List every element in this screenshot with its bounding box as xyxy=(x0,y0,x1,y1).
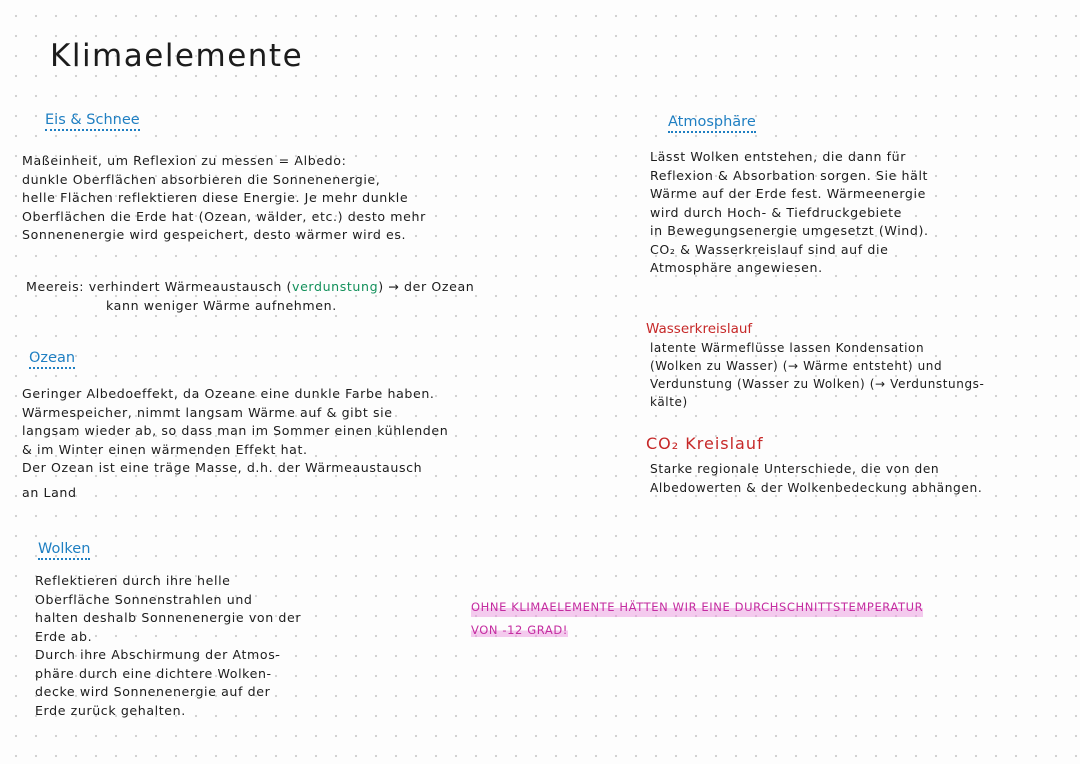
text-line: Wärmespeicher, nimmt langsam Wärme auf & gibt sie xyxy=(22,404,393,420)
text-line: an Land xyxy=(22,484,77,500)
text-line: kann weniger Wärme aufnehmen. xyxy=(106,297,337,313)
text-line: Reflektieren durch ihre helle xyxy=(35,573,231,588)
text-line: Verdunstung (Wasser zu Wolken) (→ Verdunstungs- xyxy=(650,377,985,391)
text-line: wird durch Hoch- & Tiefdruckgebiete xyxy=(650,204,903,220)
text-line: Reflexion & Absorbation sorgen. Sie hält xyxy=(650,167,929,183)
text-line: Geringer Albedoeffekt, da Ozeane eine dunkle Farbe haben. xyxy=(22,386,435,401)
ozean-heading: Ozean xyxy=(29,350,75,369)
atmosphaere-heading: Atmosphäre xyxy=(668,114,756,133)
text-line: in Bewegungsenergie umgesetzt (Wind). xyxy=(650,223,929,238)
section-co2-kreislauf xyxy=(646,434,764,454)
section-eis-schnee xyxy=(45,109,140,131)
wasserkreislauf-heading: Wasserkreislauf xyxy=(646,321,753,337)
meereis-text xyxy=(26,278,474,315)
text-line: Oberfläche Sonnenstrahlen und xyxy=(35,591,253,607)
text-line: Atmosphäre angewiesen. xyxy=(650,260,823,275)
highlight-note xyxy=(471,598,923,640)
meereis-prefix: Meereis: verhindert Wärmeaustausch ( xyxy=(26,279,293,294)
text-line: latente Wärmeflüsse lassen Kondensation xyxy=(650,341,925,355)
page-title: Klimaelemente xyxy=(50,38,304,74)
text-line: phäre durch eine dichtere Wolken- xyxy=(35,665,272,681)
text-line: Maßeinheit, um Reflexion zu messen = Albedo: xyxy=(22,153,347,168)
text-line: kälte) xyxy=(650,395,688,409)
text-line: Erde zurück gehalten. xyxy=(35,702,186,718)
section-ozean xyxy=(29,347,75,369)
note-line: OHNE KLIMAELEMENTE HÄTTEN WIR EINE DURCHSCHNITTSTEMPERATUR xyxy=(471,598,923,617)
co2-kreislauf-heading: CO₂ Kreislauf xyxy=(646,434,764,453)
section-atmosphaere xyxy=(668,111,756,133)
atmosphaere-text xyxy=(650,148,929,278)
text-line: Wärme auf der Erde fest. Wärmeenergie xyxy=(650,186,926,201)
text-line: decke wird Sonnenenergie auf der xyxy=(35,684,271,699)
text-line: (Wolken zu Wasser) (→ Wärme entsteht) und xyxy=(650,359,943,373)
text-line: Oberflächen die Erde hat (Ozean, wälder, etc.) desto mehr xyxy=(22,208,426,224)
wolken-heading: Wolken xyxy=(38,541,90,560)
verdunstung-highlight: verdunstung xyxy=(292,279,379,294)
text-line: CO₂ & Wasserkreislauf sind auf die xyxy=(650,241,889,257)
text-line: dunkle Oberflächen absorbieren die Sonnenenergie, xyxy=(22,171,381,187)
wolken-text xyxy=(35,572,301,720)
section-wasserkreislauf xyxy=(646,318,752,338)
text-line: Albedowerten & der Wolkenbedeckung abhängen. xyxy=(650,480,983,495)
eis-schnee-text xyxy=(22,152,426,245)
meereis-line xyxy=(26,278,474,297)
eis-schnee-heading: Eis & Schnee xyxy=(45,112,140,131)
text-line: Sonnenenergie wird gespeichert, desto wärmer wird es. xyxy=(22,227,407,242)
meereis-suffix: ) → der Ozean xyxy=(378,279,475,294)
text-line: Durch ihre Abschirmung der Atmos- xyxy=(35,647,281,662)
text-line: Erde ab. xyxy=(35,628,93,644)
note-line: VON -12 GRAD! xyxy=(471,623,568,637)
text-line: helle Flächen reflektieren diese Energie. Je mehr dunkle xyxy=(22,190,409,205)
text-line: Lässt Wolken entstehen, die dann für xyxy=(650,149,907,164)
section-wolken xyxy=(38,538,90,560)
text-line: Starke regionale Unterschiede, die von den xyxy=(650,462,940,476)
text-line: Der Ozean ist eine träge Masse, d.h. der Wärmeaustausch xyxy=(22,460,423,475)
text-line: & im Winter einen wärmenden Effekt hat. xyxy=(22,441,308,457)
co2-text xyxy=(650,460,982,497)
text-line: halten deshalb Sonnenenergie von der xyxy=(35,610,302,625)
ozean-text xyxy=(22,385,448,502)
wasserkreislauf-text xyxy=(650,339,984,411)
text-line: langsam wieder ab, so dass man im Sommer einen kühlenden xyxy=(22,423,449,438)
